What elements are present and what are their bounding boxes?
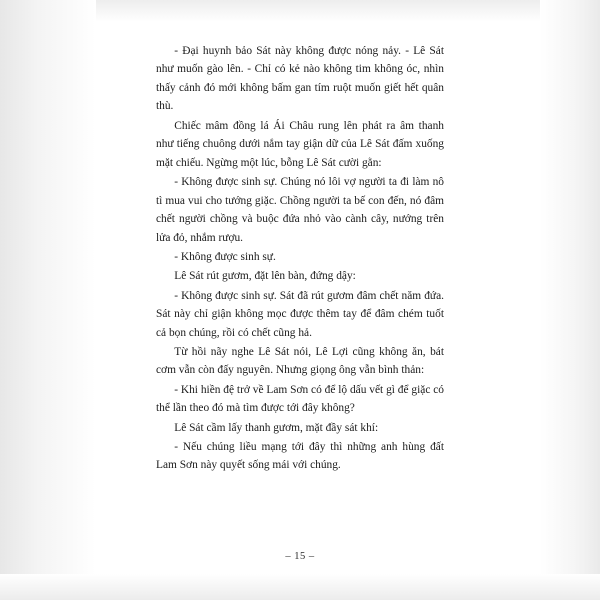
paragraph: Từ hồi nãy nghe Lê Sát nói, Lê Lợi cũng không ăn, bát cơm vẫn còn đấy nguyên. Nhưng giọng ông vẫn bình thản: bbox=[156, 345, 444, 377]
paragraph: - Không được sinh sự. Sát đã rút gươm đâm chết năm đứa. Sát này chỉ giận không mọc được thêm tay để đâm chém tuốt cả bọn chúng, rồi có chết cũng hả. bbox=[156, 289, 444, 339]
paragraph: - Không được sinh sự. bbox=[174, 250, 276, 263]
paragraph: - Đại huynh bảo Sát này không được nóng nảy. - Lê Sát như muốn gào lên. - Chỉ có kẻ nào không tim không óc, nhìn thấy cảnh đó mới không bấm gan tím ruột muốn giết hết quân thù. bbox=[156, 45, 444, 113]
paragraph: Lê Sát cầm lấy thanh gươm, mặt đầy sát khí: bbox=[174, 421, 379, 434]
paragraph: - Nếu chúng liều mạng tới đây thì những anh hùng đất Lam Sơn này quyết sống mái với chúng. bbox=[156, 441, 444, 472]
paragraph: Lê Sát rút gươm, đặt lên bàn, đứng dậy: bbox=[174, 270, 356, 283]
page-text-body bbox=[156, 42, 444, 476]
page-edge-shading-left bbox=[0, 0, 96, 600]
paragraph: - Không được sinh sự. Chúng nó lôi vợ người ta đi làm nô tì mua vui cho tướng giặc. Chồng người ta bế con đến, nó đâm chết người chồng và buộc đứa nhỏ vào cành cây, nướng trên lửa đỏ, nhắm rượu. bbox=[156, 176, 444, 244]
page-number: – 15 – bbox=[285, 551, 315, 562]
page-edge-shading-right bbox=[540, 0, 600, 600]
page-edge-shading-top bbox=[0, 0, 600, 22]
page-edge-shading-bottom bbox=[0, 574, 600, 600]
paragraph: - Khi hiền đệ trở về Lam Sơn có để lộ dấu vết gì để giặc có thể lần theo đó mà tìm được tới đây không? bbox=[156, 383, 444, 415]
paragraph: Chiếc mâm đồng lá Ái Châu rung lên phát ra âm thanh như tiếng chuông dưới nắm tay giận dữ của Lê Sát đấm xuống mặt chiếu. Ngừng một lúc, bỗng Lê Sát cười gằn: bbox=[156, 119, 444, 169]
